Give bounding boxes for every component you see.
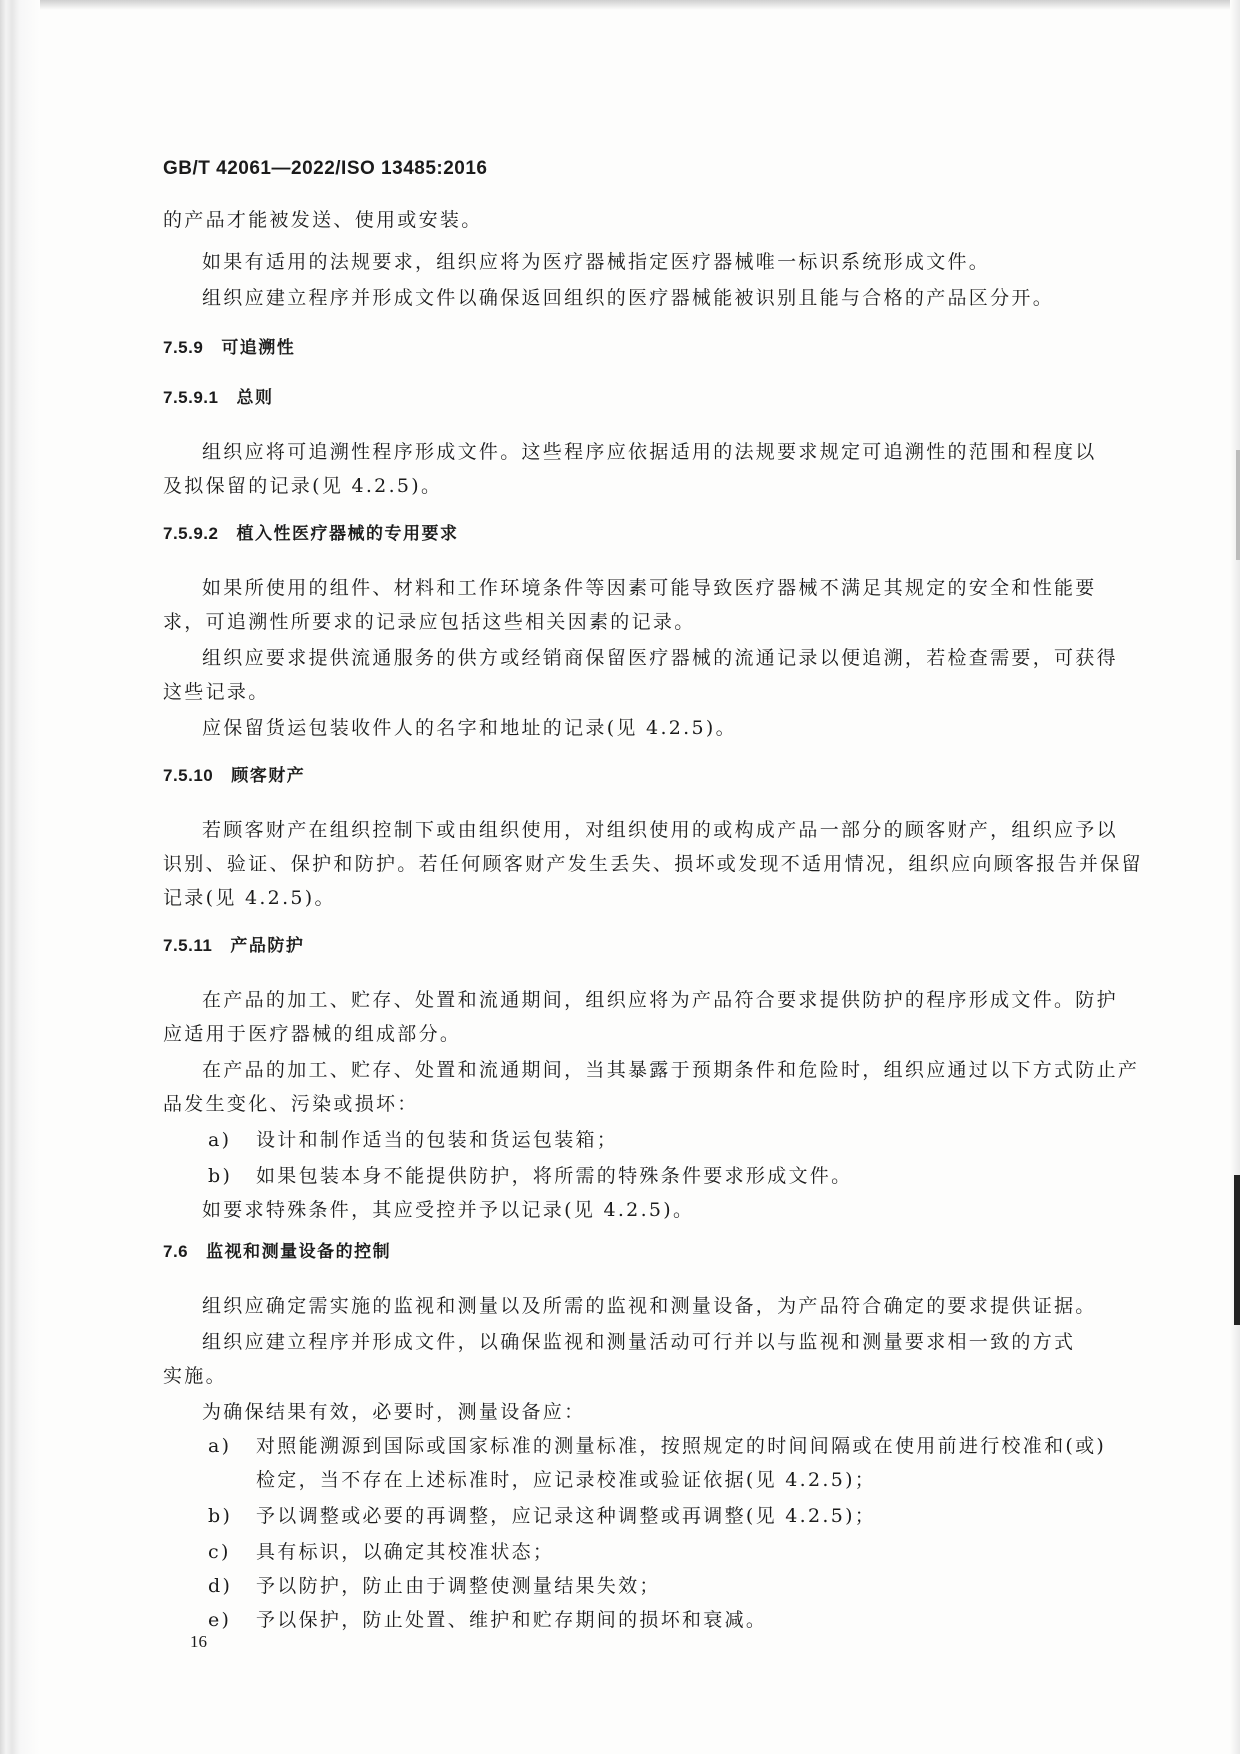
scan-edge-top: [0, 0, 1240, 10]
paragraph-line: 这些记录。: [163, 681, 270, 703]
paragraph-line: 识别、验证、保护和防护。若任何顾客财产发生丢失、损坏或发现不适用情况，组织应向顾客报告并保留: [163, 853, 1143, 875]
section-heading-7-6: [163, 1240, 391, 1264]
paragraph-line: 应适用于医疗器械的组成部分。: [163, 1023, 462, 1045]
paragraph-line: 应保留货运包装收件人的名字和地址的记录(见 4.2.5)。: [202, 717, 737, 739]
standard-code-header: GB/T 42061—2022/ISO 13485:2016: [163, 158, 488, 179]
list-label: a): [208, 1435, 232, 1457]
section-number: 7.5.9.2: [163, 524, 219, 543]
paragraph-line: 如果所使用的组件、材料和工作环境条件等因素可能导致医疗器械不满足其规定的安全和性能要: [202, 577, 1097, 599]
list-text: 予以保护，防止处置、维护和贮存期间的损坏和衰减。: [256, 1609, 768, 1631]
section-number: 7.5.10: [163, 766, 214, 785]
section-number: 7.6: [163, 1242, 189, 1261]
list-label: c): [208, 1541, 231, 1563]
paragraph-line: 组织应要求提供流通服务的供方或经销商保留医疗器械的流通记录以便追溯，若检查需要，可获得: [202, 647, 1118, 669]
list-item: [208, 1164, 852, 1188]
list-label: d): [208, 1575, 233, 1597]
list-item: [208, 1540, 554, 1564]
paragraph-line: 在产品的加工、贮存、处置和流通期间，组织应将为产品符合要求提供防护的程序形成文件。防护: [202, 989, 1118, 1011]
list-item: [208, 1574, 661, 1598]
list-text: 具有标识，以确定其校准状态；: [256, 1541, 555, 1563]
list-item: [208, 1434, 1106, 1458]
paragraph-line: 记录(见 4.2.5)。: [163, 887, 336, 909]
list-label: e): [208, 1609, 232, 1631]
paragraph-line: 组织应确定需实施的监视和测量以及所需的监视和测量设备，为产品符合确定的要求提供证据。: [202, 1295, 1097, 1317]
scan-edge-right: [1230, 0, 1240, 1754]
paragraph-line: 为确保结果有效，必要时，测量设备应：: [202, 1401, 586, 1423]
list-label: a): [208, 1129, 232, 1151]
section-heading-7-5-10: [163, 764, 305, 788]
paragraph-line: 品发生变化、污染或损坏：: [163, 1093, 419, 1115]
list-item: [208, 1128, 618, 1152]
section-title: 顾客财产: [231, 766, 306, 785]
paragraph-line: 求，可追溯性所要求的记录应包括这些相关因素的记录。: [163, 611, 696, 633]
paragraph-line: 如要求特殊条件，其应受控并予以记录(见 4.2.5)。: [202, 1199, 695, 1221]
list-text: 设计和制作适当的包装和货运包装箱；: [256, 1129, 619, 1151]
paragraph-line: 在产品的加工、贮存、处置和流通期间，当其暴露于预期条件和危险时，组织应通过以下方式防止产: [202, 1059, 1140, 1081]
section-heading-7-5-9: [163, 336, 295, 360]
scan-edge-left: [0, 0, 40, 1754]
scan-mark: [1236, 450, 1240, 560]
section-number: 7.5.9: [163, 338, 204, 357]
paragraph-line: 及拟保留的记录(见 4.2.5)。: [163, 475, 443, 497]
paragraph-line: 实施。: [163, 1365, 227, 1387]
scan-mark: [1234, 1175, 1240, 1325]
section-number: 7.5.9.1: [163, 388, 219, 407]
paragraph-line: 组织应建立程序并形成文件以确保返回组织的医疗器械能被识别且能与合格的产品区分开。: [202, 287, 1055, 309]
list-item: [208, 1504, 876, 1528]
paragraph-line: 的产品才能被发送、使用或安装。: [163, 209, 483, 231]
paragraph-line: 如果有适用的法规要求，组织应将为医疗器械指定医疗器械唯一标识系统形成文件。: [202, 251, 991, 273]
page-number: 16: [190, 1632, 207, 1651]
list-label: b): [208, 1505, 233, 1527]
paragraph-line: 组织应将可追溯性程序形成文件。这些程序应依据适用的法规要求规定可追溯性的范围和程度以: [202, 441, 1097, 463]
section-heading-7-5-9-1: [163, 386, 274, 410]
paragraph-line: 组织应建立程序并形成文件，以确保监视和测量活动可行并以与监视和测量要求相一致的方式: [202, 1331, 1076, 1353]
list-text: 检定，当不存在上述标准时，应记录校准或验证依据(见 4.2.5)；: [256, 1469, 877, 1491]
list-text: 予以防护，防止由于调整使测量结果失效；: [256, 1575, 661, 1597]
section-title: 总则: [236, 388, 274, 407]
paragraph-line: 若顾客财产在组织控制下或由组织使用，对组织使用的或构成产品一部分的顾客财产，组织应予以: [202, 819, 1118, 841]
section-number: 7.5.11: [163, 936, 213, 955]
list-text: 对照能溯源到国际或国家标准的测量标准，按照规定的时间间隔或在使用前进行校准和(或): [256, 1435, 1107, 1457]
section-heading-7-5-11: [163, 934, 304, 958]
section-title: 监视和测量设备的控制: [206, 1242, 392, 1261]
list-item-continuation: [208, 1468, 876, 1492]
section-title: 可追溯性: [221, 338, 296, 357]
section-title: 植入性医疗器械的专用要求: [236, 524, 459, 543]
list-text: 予以调整或必要的再调整，应记录这种调整或再调整(见 4.2.5)；: [256, 1505, 877, 1527]
list-label: b): [208, 1165, 233, 1187]
section-heading-7-5-9-2: [163, 522, 459, 546]
list-text: 如果包装本身不能提供防护，将所需的特殊条件要求形成文件。: [256, 1165, 853, 1187]
section-title: 产品防护: [230, 936, 305, 955]
list-item: [208, 1608, 767, 1632]
